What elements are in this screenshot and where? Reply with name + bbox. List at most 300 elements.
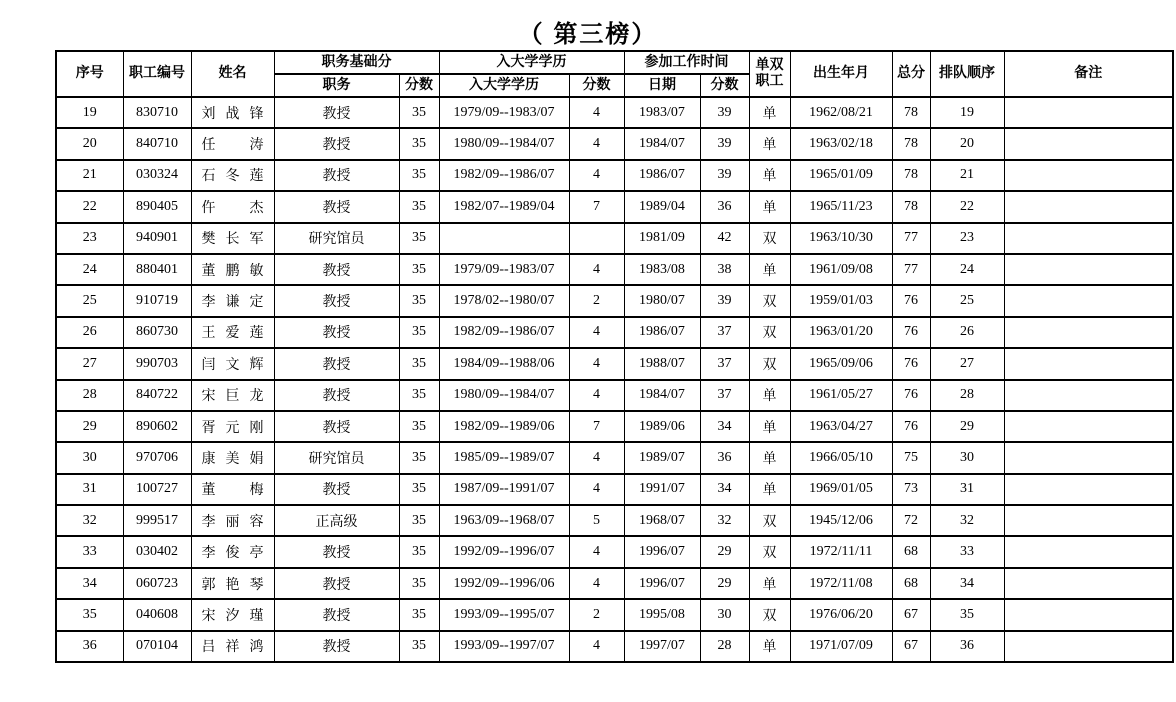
cell-total-score: 75 — [892, 442, 930, 473]
table-row — [56, 254, 1173, 285]
cell-queue-order: 33 — [930, 536, 1004, 567]
cell-education: 1963/09--1968/07 — [439, 505, 569, 536]
cell-serial: 19 — [56, 97, 123, 128]
cell-worker-type: 单 — [749, 411, 790, 442]
cell-name — [191, 380, 274, 411]
cell-name — [191, 568, 274, 599]
cell-queue-order: 36 — [930, 631, 1004, 662]
cell-employee-id: 970706 — [123, 442, 191, 473]
page-title: （ 第三榜） — [518, 21, 658, 48]
cell-name — [191, 191, 274, 222]
table-row — [56, 442, 1173, 473]
cell-serial: 21 — [56, 160, 123, 191]
col-header-education: 入大学学历 — [439, 74, 569, 97]
cell-education-score: 4 — [569, 317, 624, 348]
cell-position-score: 35 — [399, 160, 439, 191]
cell-position-score: 35 — [399, 505, 439, 536]
cell-remark — [1004, 411, 1173, 442]
cell-position-score: 35 — [399, 128, 439, 159]
cell-education-score: 4 — [569, 97, 624, 128]
employee-name: 任涛 — [201, 138, 264, 154]
cell-work-date: 1989/04 — [624, 191, 700, 222]
cell-queue-order: 19 — [930, 97, 1004, 128]
cell-serial: 28 — [56, 380, 123, 411]
col-header-work-date: 日期 — [624, 74, 700, 97]
cell-queue-order: 34 — [930, 568, 1004, 599]
cell-position-score: 35 — [399, 536, 439, 567]
cell-education-score: 4 — [569, 536, 624, 567]
cell-birth-date: 1971/07/09 — [790, 631, 892, 662]
cell-work-score: 36 — [700, 442, 749, 473]
cell-work-score: 39 — [700, 97, 749, 128]
cell-name — [191, 223, 274, 254]
cell-worker-type: 单 — [749, 191, 790, 222]
col-header-name: 姓名 — [191, 51, 274, 97]
cell-education: 1992/09--1996/06 — [439, 568, 569, 599]
cell-name — [191, 599, 274, 630]
cell-serial: 22 — [56, 191, 123, 222]
cell-position: 研究馆员 — [274, 223, 399, 254]
cell-total-score: 76 — [892, 411, 930, 442]
cell-birth-date: 1965/01/09 — [790, 160, 892, 191]
cell-work-score: 42 — [700, 223, 749, 254]
cell-queue-order: 26 — [930, 317, 1004, 348]
cell-work-date: 1986/07 — [624, 160, 700, 191]
cell-work-score: 29 — [700, 536, 749, 567]
cell-name — [191, 97, 274, 128]
col-header-worker-type-line1: 单双 — [755, 57, 784, 73]
cell-birth-date: 1961/09/08 — [790, 254, 892, 285]
cell-serial: 25 — [56, 285, 123, 316]
cell-queue-order: 21 — [930, 160, 1004, 191]
cell-position-score: 35 — [399, 599, 439, 630]
cell-remark — [1004, 160, 1173, 191]
cell-name — [191, 536, 274, 567]
cell-education: 1982/07--1989/04 — [439, 191, 569, 222]
cell-employee-id: 100727 — [123, 474, 191, 505]
cell-work-date: 1996/07 — [624, 536, 700, 567]
cell-education: 1980/09--1984/07 — [439, 128, 569, 159]
cell-work-date: 1984/07 — [624, 128, 700, 159]
cell-education: 1982/09--1986/07 — [439, 317, 569, 348]
cell-education-score: 4 — [569, 160, 624, 191]
employee-name: 李谦定 — [201, 295, 264, 311]
cell-serial: 20 — [56, 128, 123, 159]
cell-education: 1987/09--1991/07 — [439, 474, 569, 505]
cell-work-date: 1968/07 — [624, 505, 700, 536]
cell-work-date: 1988/07 — [624, 348, 700, 379]
cell-birth-date: 1963/04/27 — [790, 411, 892, 442]
cell-birth-date: 1972/11/08 — [790, 568, 892, 599]
cell-total-score: 72 — [892, 505, 930, 536]
cell-work-date: 1980/07 — [624, 285, 700, 316]
cell-position: 研究馆员 — [274, 442, 399, 473]
cell-birth-date: 1945/12/06 — [790, 505, 892, 536]
cell-education: 1979/09--1983/07 — [439, 254, 569, 285]
cell-education: 1993/09--1997/07 — [439, 631, 569, 662]
cell-education: 1979/09--1983/07 — [439, 97, 569, 128]
employee-name: 郭艳琴 — [201, 577, 264, 593]
cell-work-date: 1983/08 — [624, 254, 700, 285]
cell-worker-type: 双 — [749, 536, 790, 567]
cell-education-score: 4 — [569, 568, 624, 599]
cell-position: 教授 — [274, 254, 399, 285]
cell-education-score: 2 — [569, 599, 624, 630]
cell-remark — [1004, 254, 1173, 285]
cell-work-score: 39 — [700, 285, 749, 316]
cell-worker-type: 单 — [749, 380, 790, 411]
table-row — [56, 317, 1173, 348]
cell-position-score: 35 — [399, 223, 439, 254]
employee-name: 董鹏敏 — [201, 263, 264, 279]
cell-work-score: 37 — [700, 317, 749, 348]
cell-position-score: 35 — [399, 348, 439, 379]
cell-queue-order: 24 — [930, 254, 1004, 285]
cell-worker-type: 双 — [749, 599, 790, 630]
table-row — [56, 223, 1173, 254]
cell-queue-order: 27 — [930, 348, 1004, 379]
cell-serial: 23 — [56, 223, 123, 254]
cell-work-score: 28 — [700, 631, 749, 662]
cell-serial: 35 — [56, 599, 123, 630]
cell-queue-order: 35 — [930, 599, 1004, 630]
employee-name: 吕祥鸿 — [201, 640, 264, 656]
col-header-employee-id: 职工编号 — [123, 51, 191, 97]
cell-employee-id: 070104 — [123, 631, 191, 662]
cell-employee-id: 060723 — [123, 568, 191, 599]
cell-remark — [1004, 442, 1173, 473]
cell-education: 1992/09--1996/07 — [439, 536, 569, 567]
cell-position-score: 35 — [399, 631, 439, 662]
cell-employee-id: 840722 — [123, 380, 191, 411]
cell-worker-type: 双 — [749, 285, 790, 316]
cell-name — [191, 160, 274, 191]
table-row — [56, 599, 1173, 630]
ranking-table — [55, 50, 1174, 663]
cell-serial: 30 — [56, 442, 123, 473]
cell-work-score: 29 — [700, 568, 749, 599]
cell-worker-type: 双 — [749, 505, 790, 536]
cell-employee-id: 030324 — [123, 160, 191, 191]
cell-position-score: 35 — [399, 191, 439, 222]
cell-queue-order: 28 — [930, 380, 1004, 411]
cell-serial: 31 — [56, 474, 123, 505]
cell-position: 正高级 — [274, 505, 399, 536]
cell-work-score: 30 — [700, 599, 749, 630]
table-row — [56, 380, 1173, 411]
cell-name — [191, 285, 274, 316]
cell-position-score: 35 — [399, 411, 439, 442]
cell-education: 1978/02--1980/07 — [439, 285, 569, 316]
cell-total-score: 76 — [892, 317, 930, 348]
cell-position: 教授 — [274, 568, 399, 599]
cell-birth-date: 1961/05/27 — [790, 380, 892, 411]
cell-total-score: 77 — [892, 223, 930, 254]
cell-remark — [1004, 474, 1173, 505]
cell-education: 1984/09--1988/06 — [439, 348, 569, 379]
cell-education-score — [569, 223, 624, 254]
col-header-position: 职务 — [274, 74, 399, 97]
cell-position: 教授 — [274, 317, 399, 348]
cell-position: 教授 — [274, 411, 399, 442]
cell-education: 1993/09--1995/07 — [439, 599, 569, 630]
cell-queue-order: 25 — [930, 285, 1004, 316]
cell-education: 1982/09--1986/07 — [439, 160, 569, 191]
cell-serial: 29 — [56, 411, 123, 442]
cell-serial: 24 — [56, 254, 123, 285]
cell-birth-date: 1962/08/21 — [790, 97, 892, 128]
employee-name: 闫文辉 — [201, 357, 264, 373]
cell-remark — [1004, 191, 1173, 222]
cell-birth-date: 1963/02/18 — [790, 128, 892, 159]
cell-education-score: 4 — [569, 380, 624, 411]
cell-worker-type: 单 — [749, 568, 790, 599]
cell-education-score: 7 — [569, 411, 624, 442]
cell-position-score: 35 — [399, 442, 439, 473]
cell-position: 教授 — [274, 536, 399, 567]
cell-education-score: 2 — [569, 285, 624, 316]
cell-name — [191, 128, 274, 159]
cell-name — [191, 348, 274, 379]
col-header-serial: 序号 — [56, 51, 123, 97]
cell-work-date: 1984/07 — [624, 380, 700, 411]
cell-work-date: 1989/06 — [624, 411, 700, 442]
cell-total-score: 77 — [892, 254, 930, 285]
cell-employee-id: 030402 — [123, 536, 191, 567]
cell-work-score: 37 — [700, 348, 749, 379]
employee-name: 董梅 — [201, 483, 264, 499]
cell-birth-date: 1969/01/05 — [790, 474, 892, 505]
cell-queue-order: 31 — [930, 474, 1004, 505]
col-header-birth-date: 出生年月 — [790, 51, 892, 97]
cell-total-score: 78 — [892, 128, 930, 159]
cell-serial: 36 — [56, 631, 123, 662]
employee-name: 李丽容 — [201, 514, 264, 530]
cell-serial: 34 — [56, 568, 123, 599]
cell-total-score: 67 — [892, 599, 930, 630]
cell-position: 教授 — [274, 97, 399, 128]
cell-position: 教授 — [274, 599, 399, 630]
employee-name: 宋巨龙 — [201, 389, 264, 405]
cell-education: 1980/09--1984/07 — [439, 380, 569, 411]
cell-remark — [1004, 568, 1173, 599]
cell-work-score: 39 — [700, 160, 749, 191]
cell-serial: 32 — [56, 505, 123, 536]
cell-remark — [1004, 505, 1173, 536]
cell-work-date: 1981/09 — [624, 223, 700, 254]
cell-name — [191, 505, 274, 536]
col-header-education-score: 分数 — [569, 74, 624, 97]
col-header-education-group: 入大学学历 — [439, 51, 624, 74]
cell-remark — [1004, 380, 1173, 411]
cell-remark — [1004, 285, 1173, 316]
cell-worker-type: 双 — [749, 348, 790, 379]
cell-remark — [1004, 631, 1173, 662]
cell-birth-date: 1959/01/03 — [790, 285, 892, 316]
cell-total-score: 73 — [892, 474, 930, 505]
cell-birth-date: 1972/11/11 — [790, 536, 892, 567]
cell-worker-type: 双 — [749, 223, 790, 254]
table-row — [56, 568, 1173, 599]
cell-worker-type: 单 — [749, 442, 790, 473]
cell-work-score: 38 — [700, 254, 749, 285]
table-row — [56, 128, 1173, 159]
cell-work-date: 1997/07 — [624, 631, 700, 662]
cell-education — [439, 223, 569, 254]
cell-position: 教授 — [274, 285, 399, 316]
cell-total-score: 68 — [892, 536, 930, 567]
cell-position: 教授 — [274, 128, 399, 159]
cell-queue-order: 30 — [930, 442, 1004, 473]
employee-name: 樊长军 — [201, 232, 264, 248]
cell-queue-order: 22 — [930, 191, 1004, 222]
col-header-worker-type-line2: 职工 — [755, 74, 784, 89]
table-row — [56, 285, 1173, 316]
cell-worker-type: 单 — [749, 128, 790, 159]
cell-name — [191, 254, 274, 285]
cell-work-score: 39 — [700, 128, 749, 159]
cell-birth-date: 1965/11/23 — [790, 191, 892, 222]
cell-name — [191, 631, 274, 662]
cell-total-score: 76 — [892, 348, 930, 379]
employee-name: 宋汐瑾 — [201, 608, 264, 624]
table-row — [56, 474, 1173, 505]
cell-remark — [1004, 97, 1173, 128]
cell-serial: 26 — [56, 317, 123, 348]
cell-employee-id: 910719 — [123, 285, 191, 316]
cell-position: 教授 — [274, 380, 399, 411]
cell-queue-order: 20 — [930, 128, 1004, 159]
cell-employee-id: 860730 — [123, 317, 191, 348]
employee-name: 王爱莲 — [201, 326, 264, 342]
cell-employee-id: 940901 — [123, 223, 191, 254]
cell-worker-type: 单 — [749, 254, 790, 285]
cell-work-date: 1989/07 — [624, 442, 700, 473]
cell-birth-date: 1963/01/20 — [790, 317, 892, 348]
cell-position-score: 35 — [399, 568, 439, 599]
cell-education-score: 5 — [569, 505, 624, 536]
cell-position-score: 35 — [399, 380, 439, 411]
cell-serial: 33 — [56, 536, 123, 567]
col-header-position-score: 分数 — [399, 74, 439, 97]
cell-total-score: 78 — [892, 160, 930, 191]
cell-total-score: 68 — [892, 568, 930, 599]
cell-total-score: 76 — [892, 380, 930, 411]
cell-queue-order: 23 — [930, 223, 1004, 254]
cell-work-date: 1983/07 — [624, 97, 700, 128]
cell-remark — [1004, 128, 1173, 159]
cell-position-score: 35 — [399, 285, 439, 316]
cell-name — [191, 411, 274, 442]
col-header-work-score: 分数 — [700, 74, 749, 97]
table-row — [56, 191, 1173, 222]
cell-work-date: 1991/07 — [624, 474, 700, 505]
cell-education-score: 4 — [569, 474, 624, 505]
cell-birth-date: 1976/06/20 — [790, 599, 892, 630]
cell-employee-id: 040608 — [123, 599, 191, 630]
cell-position: 教授 — [274, 348, 399, 379]
cell-employee-id: 999517 — [123, 505, 191, 536]
cell-employee-id: 880401 — [123, 254, 191, 285]
cell-work-score: 32 — [700, 505, 749, 536]
table-row — [56, 505, 1173, 536]
cell-education: 1985/09--1989/07 — [439, 442, 569, 473]
col-header-work-group: 参加工作时间 — [624, 51, 749, 74]
cell-worker-type: 单 — [749, 97, 790, 128]
cell-work-score: 34 — [700, 411, 749, 442]
cell-education-score: 4 — [569, 442, 624, 473]
cell-birth-date: 1965/09/06 — [790, 348, 892, 379]
cell-name — [191, 474, 274, 505]
table-header — [56, 51, 1173, 97]
cell-worker-type: 单 — [749, 474, 790, 505]
cell-remark — [1004, 317, 1173, 348]
cell-employee-id: 830710 — [123, 97, 191, 128]
cell-education-score: 4 — [569, 631, 624, 662]
cell-name — [191, 442, 274, 473]
cell-employee-id: 890405 — [123, 191, 191, 222]
col-header-worker-type — [749, 51, 790, 97]
cell-work-score: 34 — [700, 474, 749, 505]
cell-birth-date: 1963/10/30 — [790, 223, 892, 254]
employee-name: 石冬莲 — [201, 169, 264, 185]
cell-total-score: 67 — [892, 631, 930, 662]
table-row — [56, 411, 1173, 442]
table-row — [56, 97, 1173, 128]
cell-work-date: 1986/07 — [624, 317, 700, 348]
cell-position: 教授 — [274, 191, 399, 222]
cell-position: 教授 — [274, 631, 399, 662]
cell-total-score: 78 — [892, 191, 930, 222]
cell-remark — [1004, 599, 1173, 630]
table-row — [56, 536, 1173, 567]
employee-name: 仵杰 — [201, 200, 264, 216]
employee-name: 胥元刚 — [201, 420, 264, 436]
table-row — [56, 631, 1173, 662]
header-row-1 — [56, 51, 1173, 74]
cell-employee-id: 840710 — [123, 128, 191, 159]
cell-employee-id: 890602 — [123, 411, 191, 442]
employee-name: 康美娟 — [201, 451, 264, 467]
cell-position: 教授 — [274, 474, 399, 505]
cell-total-score: 76 — [892, 285, 930, 316]
col-header-queue-order: 排队顺序 — [930, 51, 1004, 97]
employee-name: 李俊亭 — [201, 546, 264, 562]
cell-education-score: 4 — [569, 128, 624, 159]
cell-education-score: 7 — [569, 191, 624, 222]
col-header-total-score: 总分 — [892, 51, 930, 97]
employee-name: 刘战锋 — [201, 106, 264, 122]
cell-remark — [1004, 223, 1173, 254]
cell-position-score: 35 — [399, 254, 439, 285]
cell-employee-id: 990703 — [123, 348, 191, 379]
cell-position: 教授 — [274, 160, 399, 191]
cell-remark — [1004, 348, 1173, 379]
cell-birth-date: 1966/05/10 — [790, 442, 892, 473]
cell-work-score: 37 — [700, 380, 749, 411]
col-header-position-group: 职务基础分 — [274, 51, 439, 74]
cell-serial: 27 — [56, 348, 123, 379]
cell-name — [191, 317, 274, 348]
cell-total-score: 78 — [892, 97, 930, 128]
cell-worker-type: 双 — [749, 317, 790, 348]
cell-work-date: 1996/07 — [624, 568, 700, 599]
cell-worker-type: 单 — [749, 631, 790, 662]
cell-worker-type: 单 — [749, 160, 790, 191]
cell-work-date: 1995/08 — [624, 599, 700, 630]
cell-queue-order: 29 — [930, 411, 1004, 442]
cell-education: 1982/09--1989/06 — [439, 411, 569, 442]
